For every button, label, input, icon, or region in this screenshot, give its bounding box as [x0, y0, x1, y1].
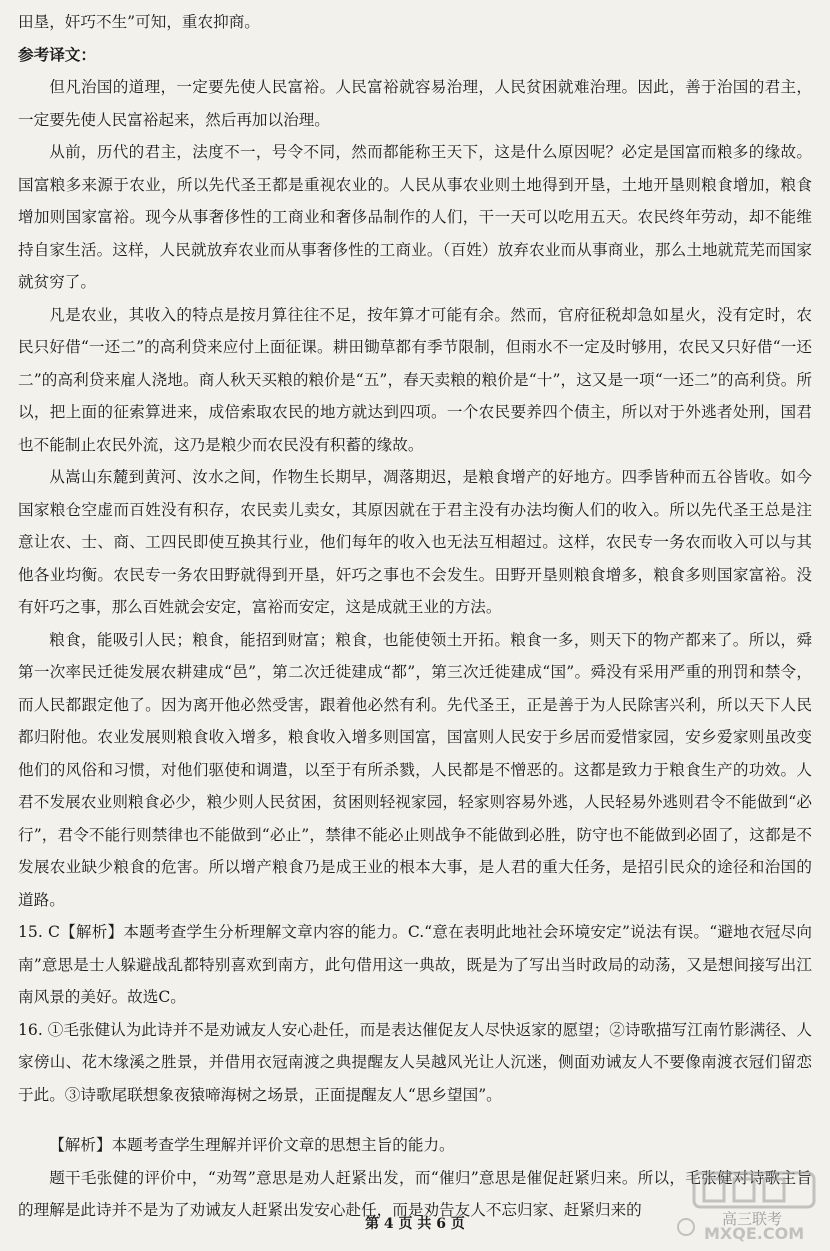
- paragraph: 凡是农业，其收入的特点是按月算往往不足，按年算才可能有余。然而，官府征税却急如星火，没有定时，农民只好借“一还二”的高利贷来应付上面征课。耕田锄草都有季节限制，但雨水不一定及时够用，农民又只好借“一还二”的高利贷来雇人浇地。商人秋天买粮的粮价是“五”，春天卖粮的粮价是“十”，这又是一项“一还二”的高利贷。所以，把上面的征索算进来，成倍索取农民的地方就达到四项。一个农民要养四个债主，所以对于外逃者处刑，国君也不能制止农民外流，这乃是粮少而农民没有积蓄的缘故。: [18, 305, 812, 454]
- analysis-text: 题干毛张健的评价中，“劝驾”意思是劝人赶紧出发，而“催归”意思是催促赶紧归来。所以，毛张健对诗歌主旨的理解是此诗并不是为了劝诫友人赶紧出发安心赴任，而是劝告友人不忘归家、赶紧归来的: [18, 1168, 812, 1219]
- spacer: [18, 1111, 812, 1129]
- paragraph: 从前，历代的君主，法度不一，号令不同，然而都能称王天下，这是什么原因呢？必定是国富而粮多的缘故。国富粮多来源于农业，所以先代圣王都是重视农业的。人民从事农业则土地得到开垦，土地开垦则粮食增加，粮食增加则国家富裕。现今从事奢侈性的工商业和奢侈品制作的人们，干一天可以吃用五天。农民终年劳动，却不能维持自家生活。这样，人民就放弃农业而从事奢侈性的工商业。（百姓）放弃农业而从事商业，那么土地就荒芜而国家就贫穷了。: [18, 143, 812, 291]
- watermark-logo-icon: [674, 1165, 824, 1245]
- paragraph: 但凡治国的道理，一定要先使人民富裕。人民富裕就容易治理，人民贫困就难治理。因此，善于治国的君主，一定要先使人民富裕起来，然后再加以治理。: [18, 78, 812, 129]
- paragraph: 粮食，能吸引人民；粮食，能招到财富；粮食，也能使领土开拓。粮食一多，则天下的物产都来了。所以，舜第一次率民迁徙发展农耕建成“邑”，第二次迁徙建成“都”，第三次迁徙建成“国”。舜没有采用严重的刑罚和禁令，而人民都跟定他了。因为离开他必然受害，跟着他必然有利。先代圣王，正是善于为人民除害兴利，所以天下人民都归附他。农业发展则粮食收入增多，粮食收入增多则国富，国富则人民安于乡居而爱惜家园，安乡爱家则虽改变他们的风俗和习惯，对他们驱使和调遣，以至于有所杀戮，人民都是不憎恶的。这都是致力于粮食生产的功效。人君不发展农业则粮食必少，粮少则人民贫困，贫困则轻视家园，轻家则容易外逃，人民轻易外逃则君令不能做到“必行”，君令不能行则禁律也不能做到“必止”，禁律不能必止则战争不能做到必胜，防守也不能做到必固了，这都是不发展农业缺少粮食的危害。所以增产粮食乃是成王业的根本大事，是人君的重大任务，是招引民众的途径和治国的道路。: [18, 630, 812, 909]
- answer-15: 15. C【解析】本题考查学生分析理解文章内容的能力。C.“意在表明此地社会环境安定”说法有误。“避地衣冠尽向南”意思是士人躲避战乱都特别喜欢到南方，此句借用这一典故，既是为了写出当时政局的动荡，又是想间接写出江南风景的美好。故选C。: [18, 923, 812, 1006]
- watermark-brand: 高三联考: [721, 1210, 782, 1228]
- analysis-heading: 【解析】本题考查学生理解并评价文章的思想主旨的能力。: [49, 1136, 455, 1154]
- paragraph: 从嵩山东麓到黄河、汝水之间，作物生长期早，凋落期迟，是粮食增产的好地方。四季皆种而五谷皆收。如今国家粮仓空虚而百姓没有积存，农民卖儿卖女，其原因就在于君主没有办法均衡人们的收入。所以先代圣王总是注意让农、士、商、工四民即使互换其行业，他们每年的收入也无法互相超过。这样，农民专一务农而收入可以与其他各业均衡。农民专一务农田野就得到开垦，奸巧之事也不会发生。田野开垦则粮食增多，粮食多则国家富裕。没有奸巧之事，那么百姓就会安定，富裕而安定，这是成就王业的方法。: [18, 468, 812, 616]
- watermark-site: MXQE.COM: [704, 1224, 805, 1243]
- text-line: 田垦，奸巧不生”可知，重农抑商。: [18, 13, 260, 31]
- section-heading: 参考译文：: [18, 44, 96, 64]
- answer-16: 16. ①毛张健认为此诗并不是劝诫友人安心赴任，而是表达催促友人尽快返家的愿望；②诗歌描写江南竹影满径、人家傍山、花木缘溪之胜景，并借用衣冠南渡之典提醒友人吴越风光让人沉迷，侧面劝诫友人不要像南渡衣冠们留恋于此。③诗歌尾联想象夜猿啼海树之场景，正面提醒友人“思乡望国”。: [18, 1020, 812, 1104]
- page-number: 第 4 页 共 6 页: [365, 1216, 465, 1232]
